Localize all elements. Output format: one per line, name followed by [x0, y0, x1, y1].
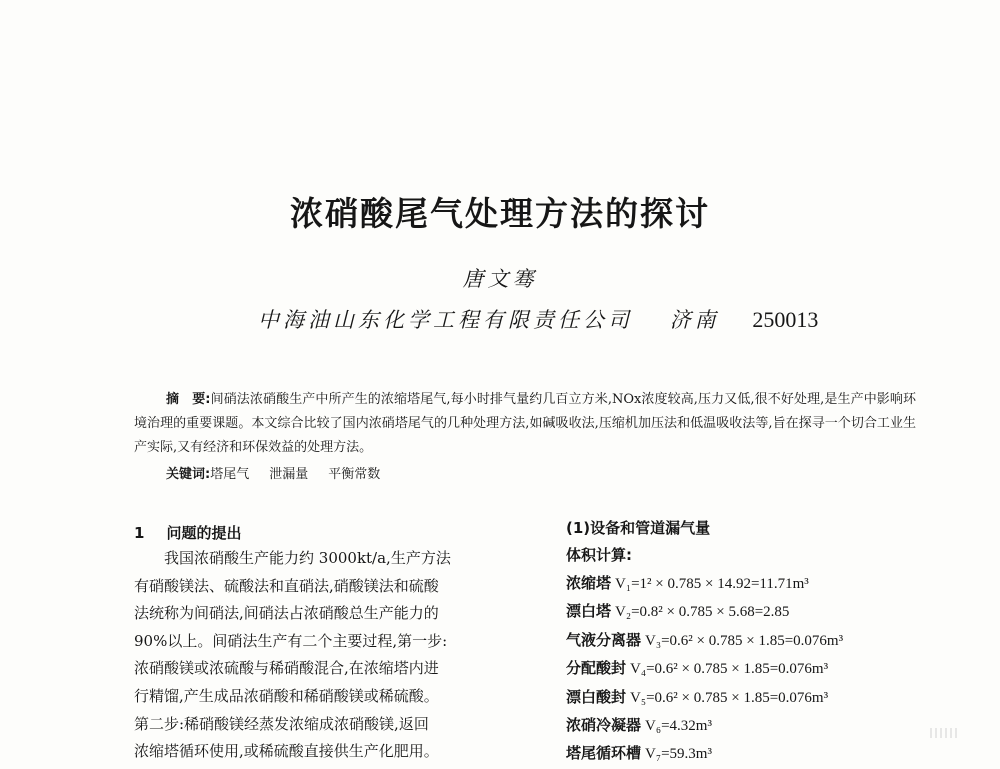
keyword: 塔尾气	[210, 467, 250, 482]
equation-formula: V₅=0.6² × 0.785 × 1.85=0.076m³	[630, 689, 829, 706]
equipment-name: 气液分离器	[566, 630, 642, 649]
equipment-name: 分配酸封	[566, 659, 627, 678]
section-body	[134, 545, 506, 766]
equipment-name: 漂白酸封	[566, 687, 627, 706]
equipment-name: 浓硝冷凝器	[566, 715, 642, 734]
keywords	[166, 463, 400, 482]
scan-artifact	[930, 728, 960, 738]
paper-title: 浓硝酸尾气处理方法的探讨	[290, 194, 710, 233]
body-line: 浓硝酸镁或浓硫酸与稀硝酸混合,在浓缩塔内进	[134, 659, 439, 678]
equation-row	[566, 626, 966, 654]
equipment-name: 浓缩塔	[566, 574, 612, 592]
body-line: 行精馏,产生成品浓硝酸和稀硝酸镁或稀硫酸。	[134, 686, 439, 705]
section-heading	[134, 522, 241, 543]
equation-row	[566, 654, 966, 682]
volume-label: 体积计算:	[566, 546, 632, 564]
body-line: 有硝酸镁法、硫酸法和直硝法,硝酸镁法和硫酸	[134, 576, 439, 595]
affiliation	[258, 304, 818, 334]
body-line: 90%以上。间硝法生产有二个主要过程,第一步:	[134, 631, 448, 650]
equation-formula: V₆=4.32m³	[645, 717, 712, 734]
body-line: 浓缩塔循环使用,或稀硫酸直接供生产化肥用。	[134, 742, 439, 761]
equation-row	[566, 597, 966, 625]
equation-formula: V₂=0.8² × 0.785 × 5.68=2.85	[615, 604, 790, 621]
equation-formula: V₇=59.3m³	[645, 746, 712, 763]
equation-row	[566, 683, 966, 711]
equation-row	[566, 711, 966, 739]
keyword: 平衡常数	[328, 467, 381, 482]
affiliation-org: 中海油山东化学工程有限责任公司	[258, 308, 633, 332]
right-column	[566, 514, 966, 768]
keywords-label: 关键词:	[166, 467, 211, 482]
equation-formula: V₃=0.6² × 0.785 × 1.85=0.076m³	[645, 632, 844, 649]
abstract	[134, 388, 916, 460]
equation-formula: V₁=1² × 0.785 × 14.92=11.71m³	[615, 576, 809, 592]
affiliation-city: 济南	[669, 308, 720, 332]
body-line: 我国浓硝酸生产能力约 3000kt/a,生产方法	[164, 549, 451, 567]
equipment-name: 塔尾循环槽	[566, 744, 642, 763]
body-line: 第二步:稀硝酸镁经蒸发浓缩成浓硝酸镁,返回	[134, 714, 429, 733]
equation-row	[566, 569, 966, 597]
equation-formula: V₄=0.6² × 0.785 × 1.85=0.076m³	[630, 661, 829, 678]
abstract-label: 摘 要:	[166, 392, 211, 407]
equipment-name: 漂白塔	[566, 602, 612, 621]
subsection-heading: (1)设备和管道漏气量	[566, 519, 711, 537]
affiliation-zip: 250013	[752, 307, 819, 332]
author-name: 唐文骞	[462, 267, 538, 291]
equation-row	[566, 739, 966, 767]
section-title: 问题的提出	[166, 524, 242, 542]
keyword: 泄漏量	[269, 467, 309, 482]
abstract-text: 间硝法浓硝酸生产中所产生的浓缩塔尾气,每小时排气量约几百立方米,NOx浓度较高,压力又低,很不好处理,是生产中影响环境治理的重要课题。本文综合比较了国内浓硝塔尾气的几种处理方法,如碱吸收法,压缩机加压法和低温吸收法等,旨在探寻一个切合工业生产实际,又有经济和环保效益的处理方法。	[134, 392, 916, 455]
section-number: 1	[134, 524, 145, 542]
body-line: 法统称为间硝法,间硝法占浓硝酸总生产能力的	[134, 604, 439, 623]
